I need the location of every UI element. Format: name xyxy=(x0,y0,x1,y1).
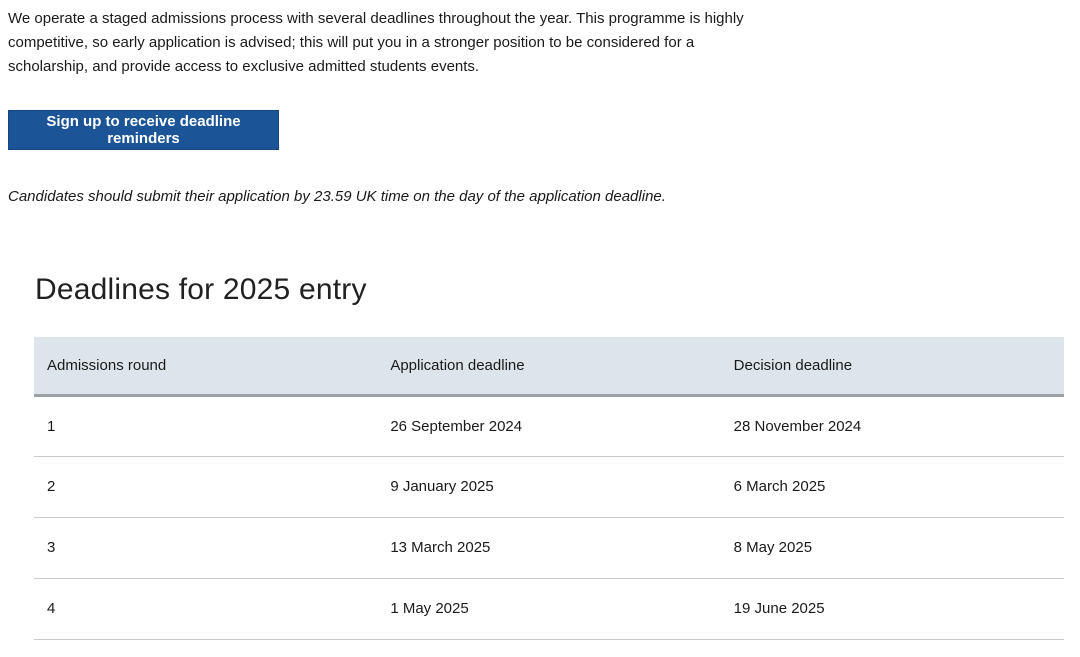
cell-application-deadline: 26 September 2024 xyxy=(390,417,523,435)
cell-application-deadline: 9 January 2025 xyxy=(390,478,494,495)
deadline-note: Candidates should submit their application by 23.59 UK time on the day of the application deadline. xyxy=(8,188,666,205)
cell-decision-deadline: 6 March 2025 xyxy=(733,478,826,495)
deadlines-section xyxy=(0,272,1080,640)
deadlines-table xyxy=(34,337,1064,640)
cell-decision-deadline: 28 November 2024 xyxy=(733,417,862,435)
intro-paragraph: We operate a staged admissions process with several deadlines throughout the year. This programme is highly competitive, so early application is advised; this will put you in a stronger position to be considered for a scholarship, and provide access to exclusive admitted students events. xyxy=(8,10,744,75)
table-row xyxy=(34,578,1064,639)
cell-round: 3 xyxy=(47,539,56,556)
cell-decision-deadline: 19 June 2025 xyxy=(733,600,825,617)
cell-round: 1 xyxy=(47,417,56,435)
table-header-row xyxy=(34,337,1064,395)
table-row xyxy=(34,395,1064,456)
cell-application-deadline: 13 March 2025 xyxy=(390,539,491,556)
cell-round: 4 xyxy=(47,600,56,617)
table-row xyxy=(34,517,1064,578)
cell-decision-deadline: 8 May 2025 xyxy=(733,539,813,556)
header-cell-admissions-round: Admissions round xyxy=(47,356,167,374)
table-row xyxy=(34,456,1064,517)
signup-deadline-reminders-button[interactable]: Sign up to receive deadline reminders xyxy=(8,110,279,150)
header-cell-application-deadline: Application deadline xyxy=(390,356,525,374)
header-cell-decision-deadline: Decision deadline xyxy=(733,356,853,374)
cell-round: 2 xyxy=(47,478,56,495)
cell-application-deadline: 1 May 2025 xyxy=(390,600,469,617)
section-heading-deadlines-2025: Deadlines for 2025 entry xyxy=(35,273,367,306)
